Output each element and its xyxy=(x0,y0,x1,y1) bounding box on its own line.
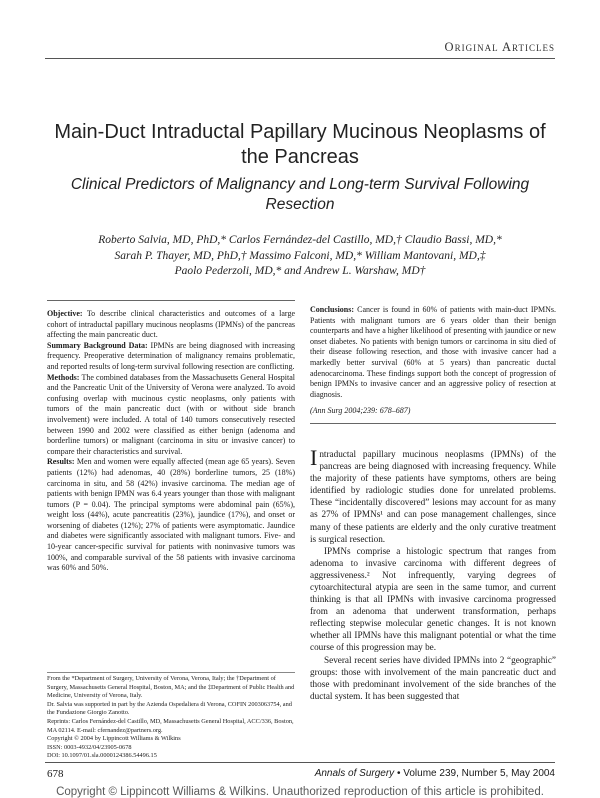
body-paragraph-1 xyxy=(310,444,556,545)
background-label: Summary Background Data: xyxy=(47,340,148,350)
header-rule xyxy=(45,58,555,59)
page-number: 678 xyxy=(47,768,64,780)
objective-text: To describe clinical characteristics and outcomes of a large cohort of intraductal papillary mucinous neoplasms (IPMNs) of the pancreas affecting the main pancreatic duct. xyxy=(47,309,295,340)
body-text xyxy=(310,444,556,702)
article-citation: (Ann Surg 2004;239: 678–687) xyxy=(310,406,411,416)
article-title: Main-Duct Intraductal Papillary Mucinous Neoplasms of the Pancreas xyxy=(54,121,546,168)
footnote-affiliations: From the *Department of Surgery, University of Verona, Verona, Italy; the †Department of Surgery, Massachusetts General Hospital, Boston, MA; and the ‡Department of Public Health and Medicine, University of Verona, Italy. xyxy=(47,675,295,700)
copyright-notice: Copyright © Lippincott Williams & Wilkins. Unauthorized reproduction of this article is prohibited. xyxy=(56,786,544,798)
footnote-issn: ISSN: 0003-4932/04/23905-0678 xyxy=(47,743,132,751)
article-subtitle: Clinical Predictors of Malignancy and Long-term Survival Following Resection xyxy=(70,176,530,213)
authors-line-1: Roberto Salvia, MD, PhD,* Carlos Fernández-del Castillo, MD,† Claudio Bassi, MD,* xyxy=(98,234,502,246)
background-text: IPMNs are being diagnosed with increasing frequency. Preoperative determination of malignancy remains problematic, and reported results of long-term survival following resection are conflicting. xyxy=(47,340,295,371)
methods-label: Methods: xyxy=(47,372,80,382)
abstract-conclusions xyxy=(310,305,556,400)
footnote-reprints: Reprints: Carlos Fernández-del Castillo, MD, Massachusetts General Hospital, ACC/336, Boston, MA 02114. E-mail: cfernandez@partners.org. xyxy=(47,717,294,734)
methods-text: The combined databases from the Massachusetts General Hospital and the Pancreatic Unit of the University of Verona were analyzed. To avoid confusing overlap with mucinous cystic neoplasms, only patients with tumors of the main pancreatic duct (with or without side branch involvement) were included. A total of 140 tumors consecutively resected between 1990 and 2002 were classified as either benign (adenoma and borderline tumors) or malignant (carcinoma in situ or invasive cancer) to compare their characteristics and survival. xyxy=(47,372,295,456)
drop-cap: I xyxy=(310,444,318,470)
authors-line-3: Paolo Pederzoli, MD,* and Andrew L. Warshaw, MD† xyxy=(174,265,426,277)
footnotes xyxy=(47,672,295,761)
authors-line-2: Sarah P. Thayer, MD, PhD,† Massimo Falconi, MD,* William Mantovani, MD,‡ xyxy=(114,249,486,262)
journal-name: Annals of Surgery xyxy=(314,768,395,779)
body-paragraph-3: Several recent series have divided IPMNs into 2 “geographic” groups: those with involvement of the main pancreatic duct and those with predominant involvement of the side branches of the ductal system. It has been suggested that xyxy=(310,654,556,701)
footer-rule xyxy=(45,762,555,763)
abstract-top-rule xyxy=(47,300,295,301)
journal-issue: • Volume 239, Number 5, May 2004 xyxy=(394,768,555,779)
abstract-bottom-rule xyxy=(310,423,556,424)
body-paragraph-2: IPMNs comprise a histologic spectrum that ranges from adenoma to invasive carcinoma with different degrees of aggressiveness.² Not infrequently, varying degrees of cytoarchitectural atypia are seen in the same tumor, and current thinking is that all IPMNs with invasive carcinoma progressed from an adenoma that underwent transformation, perhaps reflecting stepwise molecular genetic changes. It is not known whether all IPMNs have this malignant potential or what the time course of this progression may be. xyxy=(310,545,556,653)
footnote-support: Dr. Salvia was supported in part by the Azienda Ospedaliera di Verona, COFIN 2003063754, and the Fundazione Giorgio Zanotto. xyxy=(47,700,292,717)
section-label: Original Articles xyxy=(444,40,555,54)
abstract-left-column xyxy=(47,300,295,574)
results-text: Men and women were equally affected (mean age 65 years). Seven patients (12%) had adenomas, 40 (28%) borderline tumors, 25 (18%) carcinoma in situ, and 58 (42%) invasive carcinoma. The median age of patients with benign IPMN was 6.4 years younger than those with malignant tumors (P = 0.04). The principal symptoms were abdominal pain (65%), weight loss (44%), acute pancreatitis (23%), jaundice (17%), and onset or worsening of diabetes (12%); 27% of patients were asymptomatic. Jaundice and diabetes were significantly associated with malignant tumors. Five- and 10-year cancer-specific survival for patients with noninvasive tumors was 100%, and comparable survival of the 58 patients with invasive carcinoma was 60% and 50%. xyxy=(47,457,295,573)
author-list xyxy=(40,233,560,280)
footnote-copyright: Copyright © 2004 by Lippincott Williams & Wilkins xyxy=(47,735,181,743)
body-paragraph-1-text: ntraductal papillary mucinous neoplasms (IPMNs) of the pancreas are being diagnosed with increasing frequency. While the majority of these patients have symptoms, others are being identified by radiologic studies done for unrelated problems. These “incidentally discovered” lesions may account for as many as 27% of IPMNs¹ and can pose management challenges, since many of these patients are elderly and the only curative treatment is surgical resection. xyxy=(310,448,556,544)
journal-reference xyxy=(315,768,555,779)
abstract-methods xyxy=(47,373,295,458)
results-label: Results: xyxy=(47,457,75,467)
objective-label: Objective: xyxy=(47,309,83,318)
abstract-background xyxy=(47,341,295,373)
conclusions-label: Conclusions: xyxy=(310,305,355,314)
conclusions-text: Cancer is found in 60% of patients with main-duct IPMNs. Patients with malignant tumors are 6 years older than their benign counterparts and have a higher likelihood of presenting with jaundice or new onset diabetes. No patients with benign tumors or carcinoma in situ died of their disease following resection, and those with invasive cancer had a markedly better survival (60% at 5 years) than pancreatic ductal adenocarcinoma. These findings support both the concept of progression of benign IPMNs to invasive cancer and an aggressive policy of resection at diagnosis. xyxy=(310,305,556,399)
footnote-rule xyxy=(47,672,295,673)
abstract-objective xyxy=(47,309,295,341)
right-column xyxy=(310,305,556,702)
abstract-right-part xyxy=(310,305,556,424)
footnote-doi: DOI: 10.1097/01.sla.0000124386.54496.15 xyxy=(47,752,157,760)
abstract-results xyxy=(47,457,295,574)
